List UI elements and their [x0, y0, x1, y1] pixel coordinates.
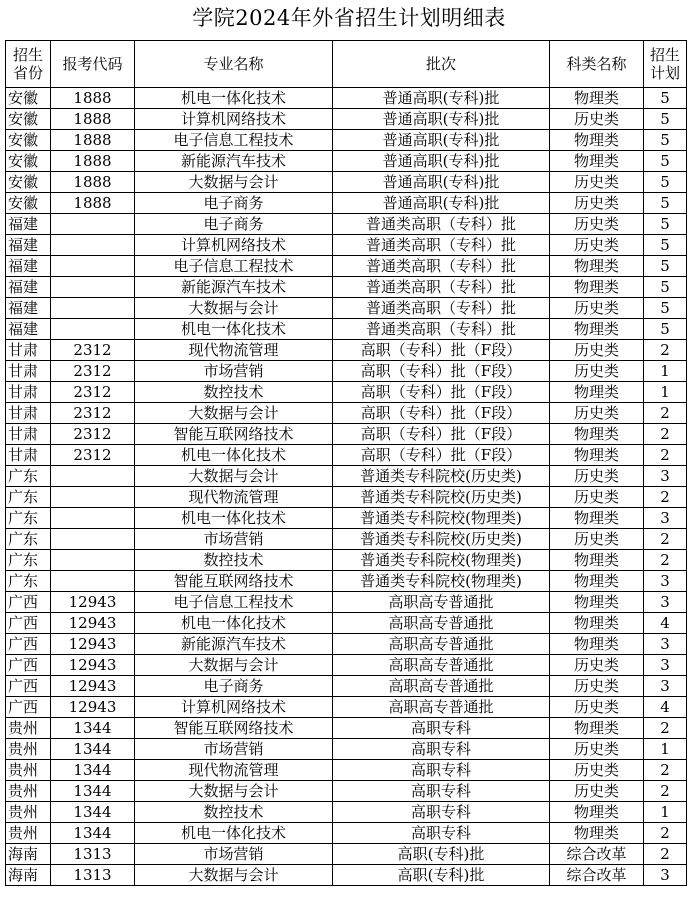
- cell-subject-category: 历史类: [550, 781, 644, 802]
- cell-batch: 高职高专普通批: [333, 634, 550, 655]
- cell-province: 安徽: [6, 151, 51, 172]
- cell-major-name: 大数据与会计: [135, 172, 333, 193]
- cell-province: 甘肃: [6, 445, 51, 466]
- cell-subject-category: 物理类: [550, 634, 644, 655]
- cell-enrollment-plan: 2: [644, 550, 687, 571]
- cell-batch: 高职（专科）批（F段）: [333, 424, 550, 445]
- cell-enrollment-plan: 3: [644, 676, 687, 697]
- cell-province: 海南: [6, 865, 51, 886]
- cell-major-name: 市场营销: [135, 739, 333, 760]
- cell-enrollment-plan: 1: [644, 739, 687, 760]
- cell-province: 贵州: [6, 760, 51, 781]
- cell-subject-category: 物理类: [550, 88, 644, 109]
- cell-batch: 普通类高职（专科）批: [333, 256, 550, 277]
- cell-enrollment-plan: 5: [644, 235, 687, 256]
- cell-subject-category: 历史类: [550, 676, 644, 697]
- cell-exam-code: [51, 571, 135, 592]
- table-row: [6, 214, 687, 235]
- cell-subject-category: 物理类: [550, 382, 644, 403]
- cell-province: 广西: [6, 634, 51, 655]
- cell-subject-category: 历史类: [550, 697, 644, 718]
- cell-enrollment-plan: 4: [644, 613, 687, 634]
- cell-major-name: 机电一体化技术: [135, 823, 333, 844]
- cell-province: 广西: [6, 613, 51, 634]
- cell-batch: 高职高专普通批: [333, 676, 550, 697]
- cell-exam-code: 1313: [51, 865, 135, 886]
- cell-major-name: 机电一体化技术: [135, 88, 333, 109]
- cell-major-name: 大数据与会计: [135, 403, 333, 424]
- cell-subject-category: 物理类: [550, 508, 644, 529]
- table-row: [6, 319, 687, 340]
- cell-province: 甘肃: [6, 340, 51, 361]
- table-header-row: [6, 41, 687, 88]
- cell-major-name: 大数据与会计: [135, 655, 333, 676]
- cell-province: 甘肃: [6, 361, 51, 382]
- cell-major-name: 大数据与会计: [135, 865, 333, 886]
- cell-batch: 高职专科: [333, 781, 550, 802]
- table-row: [6, 613, 687, 634]
- cell-enrollment-plan: 3: [644, 508, 687, 529]
- cell-exam-code: 12943: [51, 655, 135, 676]
- cell-exam-code: 1888: [51, 193, 135, 214]
- table-row: [6, 487, 687, 508]
- table-row: [6, 193, 687, 214]
- cell-exam-code: [51, 319, 135, 340]
- cell-enrollment-plan: 2: [644, 844, 687, 865]
- cell-enrollment-plan: 2: [644, 823, 687, 844]
- cell-batch: 普通高职(专科)批: [333, 130, 550, 151]
- cell-exam-code: 2312: [51, 445, 135, 466]
- cell-exam-code: 1888: [51, 130, 135, 151]
- cell-subject-category: 历史类: [550, 340, 644, 361]
- table-row: [6, 697, 687, 718]
- cell-subject-category: 历史类: [550, 403, 644, 424]
- cell-enrollment-plan: 1: [644, 361, 687, 382]
- cell-major-name: 大数据与会计: [135, 781, 333, 802]
- table-row: [6, 403, 687, 424]
- table-row: [6, 151, 687, 172]
- cell-province: 福建: [6, 298, 51, 319]
- cell-province: 甘肃: [6, 382, 51, 403]
- cell-province: 广西: [6, 676, 51, 697]
- cell-exam-code: [51, 529, 135, 550]
- cell-enrollment-plan: 3: [644, 655, 687, 676]
- table-row: [6, 634, 687, 655]
- table-row: [6, 277, 687, 298]
- cell-enrollment-plan: 2: [644, 718, 687, 739]
- cell-subject-category: 物理类: [550, 445, 644, 466]
- cell-batch: 普通类高职（专科）批: [333, 214, 550, 235]
- cell-exam-code: 12943: [51, 697, 135, 718]
- table-row: [6, 781, 687, 802]
- cell-batch: 高职（专科）批（F段）: [333, 403, 550, 424]
- cell-major-name: 大数据与会计: [135, 466, 333, 487]
- table-row: [6, 676, 687, 697]
- cell-subject-category: 综合改革: [550, 844, 644, 865]
- cell-major-name: 数控技术: [135, 550, 333, 571]
- cell-major-name: 市场营销: [135, 361, 333, 382]
- table-row: [6, 109, 687, 130]
- cell-enrollment-plan: 5: [644, 298, 687, 319]
- cell-major-name: 市场营销: [135, 844, 333, 865]
- cell-exam-code: [51, 466, 135, 487]
- table-row: [6, 235, 687, 256]
- table-row: [6, 802, 687, 823]
- cell-enrollment-plan: 2: [644, 445, 687, 466]
- cell-province: 甘肃: [6, 403, 51, 424]
- cell-exam-code: 1344: [51, 760, 135, 781]
- cell-batch: 高职（专科）批（F段）: [333, 361, 550, 382]
- cell-enrollment-plan: 3: [644, 466, 687, 487]
- cell-province: 安徽: [6, 130, 51, 151]
- cell-batch: 高职(专科)批: [333, 844, 550, 865]
- cell-major-name: 数控技术: [135, 382, 333, 403]
- cell-major-name: 智能互联网络技术: [135, 571, 333, 592]
- cell-exam-code: 1313: [51, 844, 135, 865]
- cell-enrollment-plan: 2: [644, 760, 687, 781]
- cell-subject-category: 物理类: [550, 592, 644, 613]
- cell-subject-category: 历史类: [550, 214, 644, 235]
- cell-subject-category: 物理类: [550, 802, 644, 823]
- cell-batch: 高职高专普通批: [333, 592, 550, 613]
- cell-subject-category: 物理类: [550, 571, 644, 592]
- cell-province: 广西: [6, 697, 51, 718]
- table-row: [6, 550, 687, 571]
- cell-enrollment-plan: 1: [644, 382, 687, 403]
- cell-exam-code: [51, 508, 135, 529]
- cell-exam-code: 12943: [51, 676, 135, 697]
- cell-enrollment-plan: 3: [644, 634, 687, 655]
- cell-batch: 高职（专科）批（F段）: [333, 445, 550, 466]
- table-row: [6, 823, 687, 844]
- cell-major-name: 新能源汽车技术: [135, 634, 333, 655]
- table-row: [6, 592, 687, 613]
- cell-batch: 普通类高职（专科）批: [333, 235, 550, 256]
- cell-exam-code: 12943: [51, 592, 135, 613]
- cell-exam-code: 12943: [51, 634, 135, 655]
- cell-subject-category: 历史类: [550, 655, 644, 676]
- cell-province: 福建: [6, 277, 51, 298]
- cell-batch: 普通高职(专科)批: [333, 193, 550, 214]
- cell-exam-code: [51, 256, 135, 277]
- cell-enrollment-plan: 2: [644, 781, 687, 802]
- cell-major-name: 现代物流管理: [135, 487, 333, 508]
- table-row: [6, 508, 687, 529]
- cell-exam-code: [51, 214, 135, 235]
- cell-major-name: 现代物流管理: [135, 340, 333, 361]
- cell-enrollment-plan: 5: [644, 151, 687, 172]
- cell-major-name: 数控技术: [135, 802, 333, 823]
- cell-batch: 普通类专科院校(物理类): [333, 550, 550, 571]
- cell-major-name: 计算机网络技术: [135, 235, 333, 256]
- cell-batch: 高职(专科)批: [333, 865, 550, 886]
- cell-enrollment-plan: 3: [644, 571, 687, 592]
- cell-province: 福建: [6, 256, 51, 277]
- cell-exam-code: 1888: [51, 151, 135, 172]
- cell-batch: 普通类高职（专科）批: [333, 319, 550, 340]
- cell-enrollment-plan: 1: [644, 802, 687, 823]
- cell-province: 广东: [6, 466, 51, 487]
- header-subject-category: 科类名称: [550, 41, 644, 88]
- cell-batch: 普通类高职（专科）批: [333, 298, 550, 319]
- cell-enrollment-plan: 3: [644, 865, 687, 886]
- cell-province: 安徽: [6, 172, 51, 193]
- cell-province: 福建: [6, 235, 51, 256]
- cell-province: 贵州: [6, 781, 51, 802]
- cell-batch: 普通类专科院校(历史类): [333, 466, 550, 487]
- header-major-name: 专业名称: [135, 41, 333, 88]
- table-row: [6, 88, 687, 109]
- cell-province: 海南: [6, 844, 51, 865]
- cell-enrollment-plan: 5: [644, 130, 687, 151]
- cell-batch: 普通类专科院校(历史类): [333, 529, 550, 550]
- cell-subject-category: 物理类: [550, 613, 644, 634]
- header-batch: 批次: [333, 41, 550, 88]
- cell-major-name: 新能源汽车技术: [135, 151, 333, 172]
- cell-exam-code: 2312: [51, 382, 135, 403]
- cell-major-name: 机电一体化技术: [135, 319, 333, 340]
- cell-province: 安徽: [6, 193, 51, 214]
- cell-major-name: 机电一体化技术: [135, 445, 333, 466]
- cell-province: 广西: [6, 592, 51, 613]
- cell-major-name: 智能互联网络技术: [135, 424, 333, 445]
- cell-subject-category: 综合改革: [550, 865, 644, 886]
- cell-subject-category: 历史类: [550, 193, 644, 214]
- cell-batch: 普通类专科院校(物理类): [333, 508, 550, 529]
- table-row: [6, 760, 687, 781]
- cell-subject-category: 历史类: [550, 529, 644, 550]
- cell-exam-code: [51, 235, 135, 256]
- cell-exam-code: 1344: [51, 802, 135, 823]
- cell-province: 福建: [6, 214, 51, 235]
- cell-batch: 高职（专科）批（F段）: [333, 382, 550, 403]
- table-row: [6, 424, 687, 445]
- cell-major-name: 电子商务: [135, 214, 333, 235]
- cell-province: 贵州: [6, 823, 51, 844]
- cell-enrollment-plan: 2: [644, 487, 687, 508]
- cell-enrollment-plan: 4: [644, 697, 687, 718]
- cell-exam-code: 2312: [51, 424, 135, 445]
- cell-major-name: 电子信息工程技术: [135, 256, 333, 277]
- table-row: [6, 571, 687, 592]
- cell-batch: 高职专科: [333, 823, 550, 844]
- cell-major-name: 市场营销: [135, 529, 333, 550]
- cell-province: 广西: [6, 655, 51, 676]
- cell-subject-category: 物理类: [550, 424, 644, 445]
- cell-exam-code: 2312: [51, 340, 135, 361]
- cell-subject-category: 物理类: [550, 151, 644, 172]
- header-exam-code: 报考代码: [51, 41, 135, 88]
- cell-batch: 高职高专普通批: [333, 697, 550, 718]
- cell-batch: 高职高专普通批: [333, 613, 550, 634]
- cell-province: 广东: [6, 571, 51, 592]
- cell-subject-category: 历史类: [550, 760, 644, 781]
- table-row: [6, 718, 687, 739]
- cell-exam-code: 12943: [51, 613, 135, 634]
- cell-major-name: 现代物流管理: [135, 760, 333, 781]
- cell-enrollment-plan: 5: [644, 256, 687, 277]
- cell-batch: 普通高职(专科)批: [333, 88, 550, 109]
- table-row: [6, 256, 687, 277]
- cell-province: 贵州: [6, 802, 51, 823]
- cell-subject-category: 物理类: [550, 256, 644, 277]
- cell-subject-category: 物理类: [550, 550, 644, 571]
- cell-province: 贵州: [6, 739, 51, 760]
- cell-major-name: 智能互联网络技术: [135, 718, 333, 739]
- cell-batch: 高职（专科）批（F段）: [333, 340, 550, 361]
- table-row: [6, 382, 687, 403]
- table-row: [6, 865, 687, 886]
- cell-exam-code: 1344: [51, 781, 135, 802]
- cell-subject-category: 物理类: [550, 718, 644, 739]
- cell-batch: 普通高职(专科)批: [333, 172, 550, 193]
- cell-subject-category: 历史类: [550, 172, 644, 193]
- cell-exam-code: 1344: [51, 739, 135, 760]
- table-row: [6, 844, 687, 865]
- header-enrollment-plan: 招生计划: [644, 41, 687, 88]
- cell-subject-category: 历史类: [550, 298, 644, 319]
- cell-subject-category: 历史类: [550, 361, 644, 382]
- cell-subject-category: 物理类: [550, 130, 644, 151]
- cell-major-name: 电子商务: [135, 676, 333, 697]
- cell-province: 甘肃: [6, 424, 51, 445]
- cell-enrollment-plan: 5: [644, 214, 687, 235]
- cell-major-name: 计算机网络技术: [135, 109, 333, 130]
- cell-major-name: 机电一体化技术: [135, 508, 333, 529]
- cell-subject-category: 物理类: [550, 319, 644, 340]
- cell-exam-code: [51, 487, 135, 508]
- cell-enrollment-plan: 2: [644, 529, 687, 550]
- cell-major-name: 大数据与会计: [135, 298, 333, 319]
- cell-batch: 普通类高职（专科）批: [333, 277, 550, 298]
- cell-major-name: 计算机网络技术: [135, 697, 333, 718]
- cell-enrollment-plan: 5: [644, 88, 687, 109]
- table-row: [6, 361, 687, 382]
- cell-enrollment-plan: 5: [644, 319, 687, 340]
- cell-exam-code: [51, 277, 135, 298]
- cell-exam-code: 1888: [51, 88, 135, 109]
- cell-subject-category: 物理类: [550, 277, 644, 298]
- cell-province: 贵州: [6, 718, 51, 739]
- cell-enrollment-plan: 2: [644, 403, 687, 424]
- cell-major-name: 电子信息工程技术: [135, 592, 333, 613]
- cell-major-name: 新能源汽车技术: [135, 277, 333, 298]
- enrollment-plan-table: [5, 40, 687, 886]
- cell-enrollment-plan: 5: [644, 109, 687, 130]
- table-row: [6, 655, 687, 676]
- cell-batch: 高职专科: [333, 718, 550, 739]
- cell-province: 福建: [6, 319, 51, 340]
- cell-batch: 普通类专科院校(历史类): [333, 487, 550, 508]
- cell-province: 安徽: [6, 88, 51, 109]
- cell-enrollment-plan: 3: [644, 592, 687, 613]
- cell-subject-category: 历史类: [550, 109, 644, 130]
- cell-batch: 高职专科: [333, 802, 550, 823]
- cell-major-name: 机电一体化技术: [135, 613, 333, 634]
- header-province: 招生省份: [6, 41, 51, 88]
- cell-exam-code: 1344: [51, 718, 135, 739]
- cell-batch: 普通高职(专科)批: [333, 109, 550, 130]
- cell-exam-code: [51, 298, 135, 319]
- cell-enrollment-plan: 2: [644, 424, 687, 445]
- cell-exam-code: 1344: [51, 823, 135, 844]
- cell-major-name: 电子商务: [135, 193, 333, 214]
- cell-subject-category: 历史类: [550, 235, 644, 256]
- cell-exam-code: 1888: [51, 109, 135, 130]
- cell-batch: 普通类专科院校(物理类): [333, 571, 550, 592]
- table-row: [6, 172, 687, 193]
- cell-subject-category: 历史类: [550, 739, 644, 760]
- table-row: [6, 445, 687, 466]
- cell-province: 广东: [6, 487, 51, 508]
- cell-enrollment-plan: 5: [644, 277, 687, 298]
- cell-province: 安徽: [6, 109, 51, 130]
- table-row: [6, 298, 687, 319]
- cell-major-name: 电子信息工程技术: [135, 130, 333, 151]
- cell-province: 广东: [6, 508, 51, 529]
- cell-batch: 高职专科: [333, 739, 550, 760]
- cell-batch: 普通高职(专科)批: [333, 151, 550, 172]
- cell-exam-code: [51, 550, 135, 571]
- table-row: [6, 529, 687, 550]
- page-title: 学院2024年外省招生计划明细表: [192, 6, 506, 30]
- table-row: [6, 466, 687, 487]
- cell-enrollment-plan: 2: [644, 340, 687, 361]
- cell-province: 广东: [6, 550, 51, 571]
- cell-exam-code: 1888: [51, 172, 135, 193]
- cell-enrollment-plan: 5: [644, 193, 687, 214]
- cell-subject-category: 历史类: [550, 487, 644, 508]
- cell-province: 广东: [6, 529, 51, 550]
- cell-batch: 高职高专普通批: [333, 655, 550, 676]
- table-row: [6, 739, 687, 760]
- table-row: [6, 130, 687, 151]
- cell-exam-code: 2312: [51, 361, 135, 382]
- cell-exam-code: 2312: [51, 403, 135, 424]
- cell-batch: 高职专科: [333, 760, 550, 781]
- cell-subject-category: 历史类: [550, 466, 644, 487]
- cell-subject-category: 物理类: [550, 823, 644, 844]
- cell-enrollment-plan: 5: [644, 172, 687, 193]
- table-row: [6, 340, 687, 361]
